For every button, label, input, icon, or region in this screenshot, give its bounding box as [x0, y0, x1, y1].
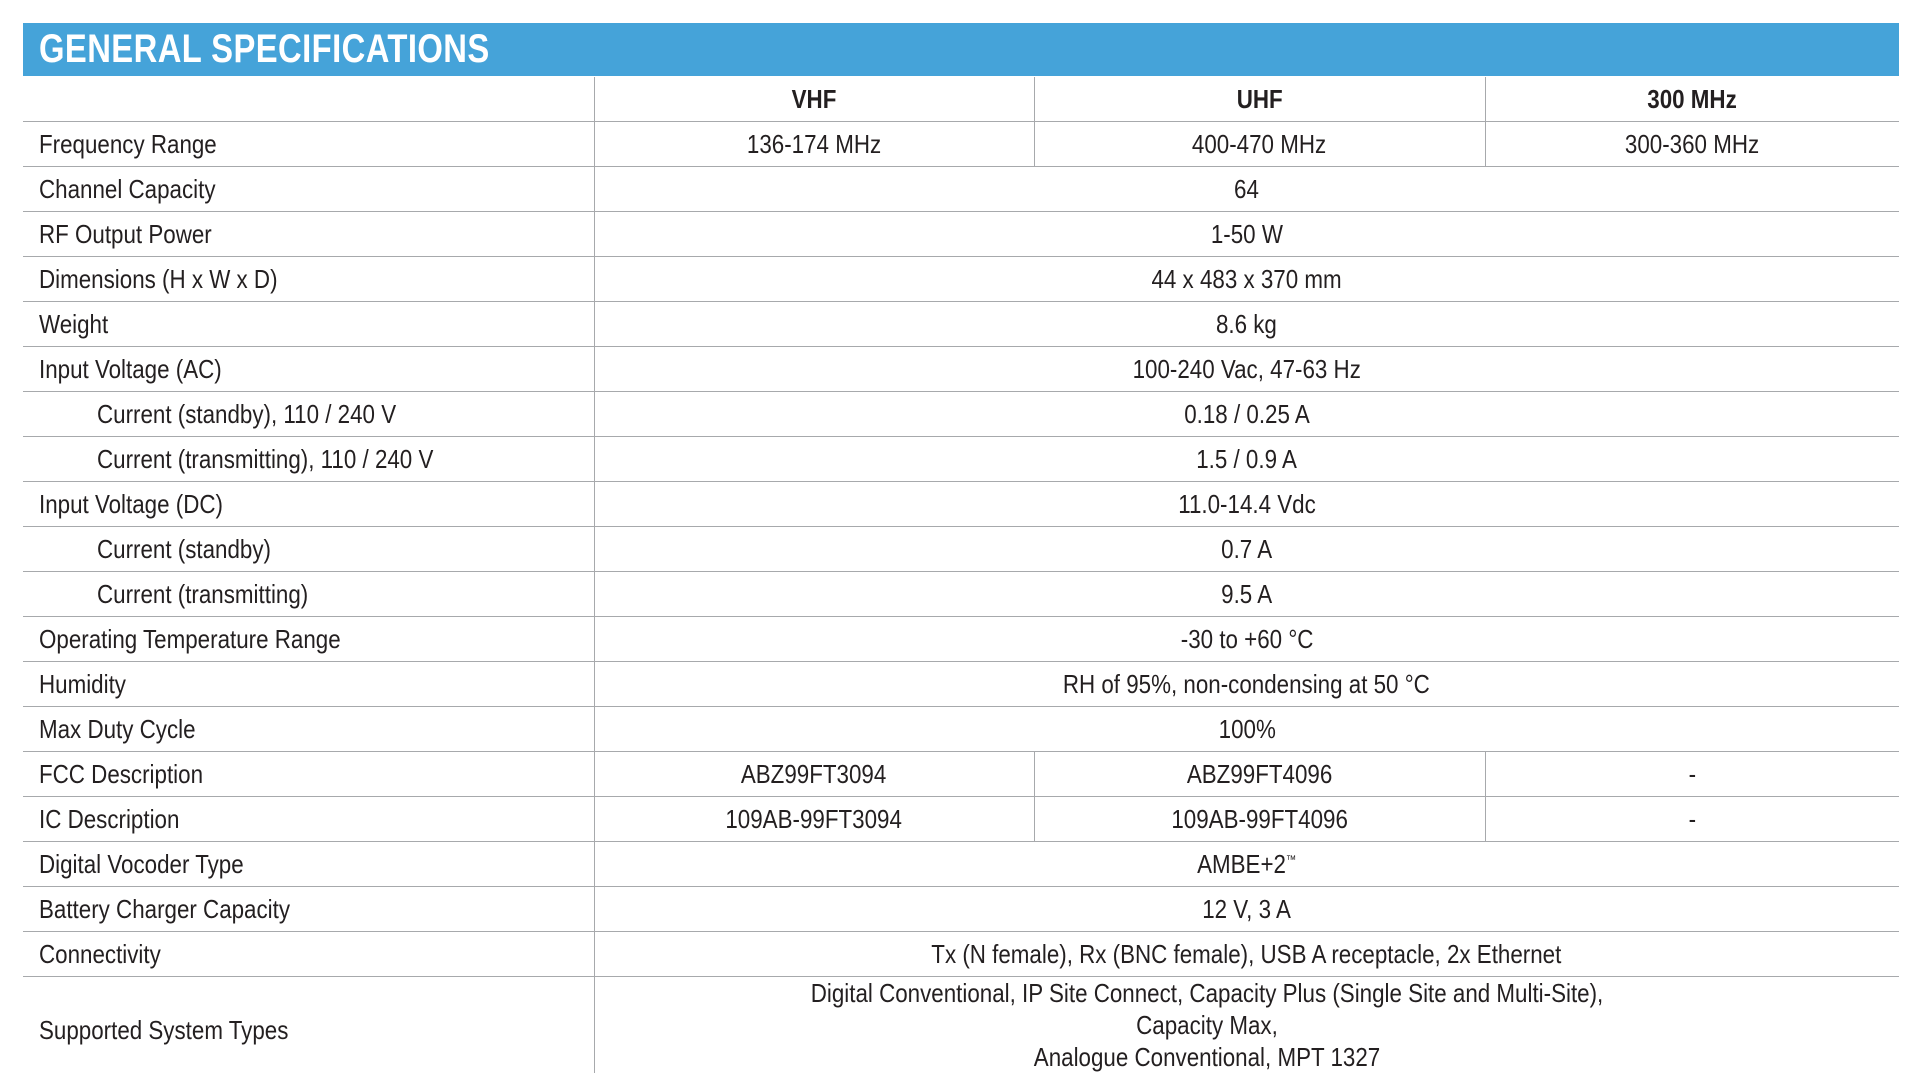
cell-text: Current (transmitting), 110 / 240 V: [97, 437, 433, 481]
cell-text: Tx (N female), Rx (BNC female), USB A receptacle, 2x Ethernet: [932, 932, 1562, 976]
row-label: [23, 392, 594, 437]
cell-text: RH of 95%, non-condensing at 50 °C: [1063, 662, 1430, 706]
row-label: [23, 122, 594, 167]
table-row: [23, 887, 1899, 932]
header-blank: [23, 77, 594, 122]
cell-text: 0.18 / 0.25 A: [1184, 392, 1310, 436]
row-value: [594, 977, 1899, 1073]
row-value: [594, 482, 1899, 527]
table-row: [23, 752, 1899, 797]
row-value: [594, 572, 1899, 617]
row-value-uhf: [1034, 797, 1485, 842]
cell-text: Max Duty Cycle: [39, 707, 196, 751]
row-value: [594, 887, 1899, 932]
row-value: [594, 707, 1899, 752]
cell-text: -: [1689, 797, 1696, 841]
cell-text: ABZ99FT4096: [1187, 752, 1332, 796]
row-label: [23, 572, 594, 617]
spec-table: [23, 77, 1899, 1073]
row-value-vhf: [594, 752, 1034, 797]
row-value-vhf: [594, 797, 1034, 842]
header-uhf: [1034, 77, 1485, 122]
row-label: [23, 752, 594, 797]
header-vhf: [594, 77, 1034, 122]
cell-text: FCC Description: [39, 752, 203, 796]
cell-text: -: [1689, 752, 1696, 796]
row-value-multiline: [794, 977, 1620, 1073]
row-value-uhf: [1034, 122, 1485, 167]
row-value: [594, 437, 1899, 482]
row-value-300mhz: [1485, 122, 1899, 167]
row-label: [23, 167, 594, 212]
table-row: [23, 842, 1899, 887]
cell-text: Channel Capacity: [39, 167, 216, 211]
cell-text: 100-240 Vac, 47-63 Hz: [1133, 347, 1361, 391]
cell-text: Current (standby): [97, 527, 271, 571]
cell-text: AMBE+2™: [1197, 842, 1296, 886]
cell-text: RF Output Power: [39, 212, 212, 256]
table-row: [23, 302, 1899, 347]
row-label: [23, 662, 594, 707]
cell-text: Humidity: [39, 662, 126, 706]
cell-text: 12 V, 3 A: [1202, 887, 1291, 931]
row-value-line: Digital Conventional, IP Site Connect, Capacity Plus (Single Site and Multi-Site), Capacity Max,: [810, 978, 1603, 1040]
row-value-vhf: [594, 122, 1034, 167]
table-row: [23, 662, 1899, 707]
cell-text: 9.5 A: [1221, 572, 1272, 616]
row-value: [594, 392, 1899, 437]
table-row: [23, 167, 1899, 212]
row-label: [23, 302, 594, 347]
row-label: [23, 887, 594, 932]
table-row: [23, 932, 1899, 977]
row-value-line: Analogue Conventional, MPT 1327: [1034, 1042, 1380, 1072]
trademark-mark: ™: [1286, 852, 1296, 866]
table-row: [23, 527, 1899, 572]
table-row: [23, 347, 1899, 392]
cell-text: Current (transmitting): [97, 572, 308, 616]
row-label: [23, 482, 594, 527]
cell-text: 8.6 kg: [1216, 302, 1277, 346]
cell-text: Supported System Types: [39, 1014, 288, 1046]
row-label: [23, 347, 594, 392]
cell-text: Dimensions (H x W x D): [39, 257, 278, 301]
cell-text: Input Voltage (AC): [39, 347, 222, 391]
cell-text: 100%: [1218, 707, 1275, 751]
table-row: [23, 437, 1899, 482]
row-value: [594, 842, 1899, 887]
row-label: [23, 527, 594, 572]
cell-text: 11.0-14.4 Vdc: [1178, 482, 1316, 526]
row-value-300mhz: [1485, 797, 1899, 842]
row-value: [594, 617, 1899, 662]
cell-text: Current (standby), 110 / 240 V: [97, 392, 396, 436]
table-row: [23, 617, 1899, 662]
cell-text: IC Description: [39, 797, 179, 841]
cell-text: -30 to +60 °C: [1180, 617, 1313, 661]
cell-text: 44 x 483 x 370 mm: [1152, 257, 1342, 301]
row-label: [23, 842, 594, 887]
cell-text: Weight: [39, 302, 108, 346]
table-row: [23, 797, 1899, 842]
cell-text: 109AB-99FT3094: [726, 797, 903, 841]
cell-text: Battery Charger Capacity: [39, 887, 290, 931]
row-label: [23, 932, 594, 977]
table-row: [23, 707, 1899, 752]
cell-text: Frequency Range: [39, 122, 217, 166]
header-row: [23, 77, 1899, 122]
row-value-300mhz: [1485, 752, 1899, 797]
row-value-uhf: [1034, 752, 1485, 797]
cell-text: 300 MHz: [1648, 77, 1737, 121]
row-value: [594, 932, 1899, 977]
cell-text: 1-50 W: [1211, 212, 1283, 256]
row-label: [23, 617, 594, 662]
cell-text: Digital Vocoder Type: [39, 842, 244, 886]
row-label: [23, 977, 594, 1073]
cell-text: 1.5 / 0.9 A: [1196, 437, 1297, 481]
spec-sheet: [23, 23, 1899, 1073]
cell-text: VHF: [792, 77, 837, 121]
row-value: [594, 347, 1899, 392]
row-value: [594, 212, 1899, 257]
cell-text: 136-174 MHz: [747, 122, 881, 166]
row-label: [23, 797, 594, 842]
cell-text: Input Voltage (DC): [39, 482, 223, 526]
header-300mhz: [1485, 77, 1899, 122]
table-row: [23, 977, 1899, 1073]
cell-text: ABZ99FT3094: [741, 752, 886, 796]
row-value: [594, 662, 1899, 707]
table-row: [23, 572, 1899, 617]
cell-text: 109AB-99FT4096: [1171, 797, 1348, 841]
cell-text: 400-470 MHz: [1192, 122, 1326, 166]
row-value: [594, 167, 1899, 212]
row-value: [594, 302, 1899, 347]
cell-text: UHF: [1237, 77, 1283, 121]
cell-text: 64: [1234, 167, 1259, 211]
table-row: [23, 212, 1899, 257]
row-label: [23, 437, 594, 482]
section-title: GENERAL SPECIFICATIONS: [39, 27, 490, 72]
cell-text: Connectivity: [39, 932, 161, 976]
row-value: [594, 257, 1899, 302]
row-label: [23, 212, 594, 257]
row-label: [23, 707, 594, 752]
section-banner: [23, 23, 1899, 76]
table-row: [23, 392, 1899, 437]
table-row: [23, 482, 1899, 527]
row-label: [23, 257, 594, 302]
table-row: [23, 257, 1899, 302]
cell-text: 0.7 A: [1221, 527, 1272, 571]
cell-text: Operating Temperature Range: [39, 617, 341, 661]
row-value: [594, 527, 1899, 572]
table-row: [23, 122, 1899, 167]
cell-text: 300-360 MHz: [1625, 122, 1759, 166]
